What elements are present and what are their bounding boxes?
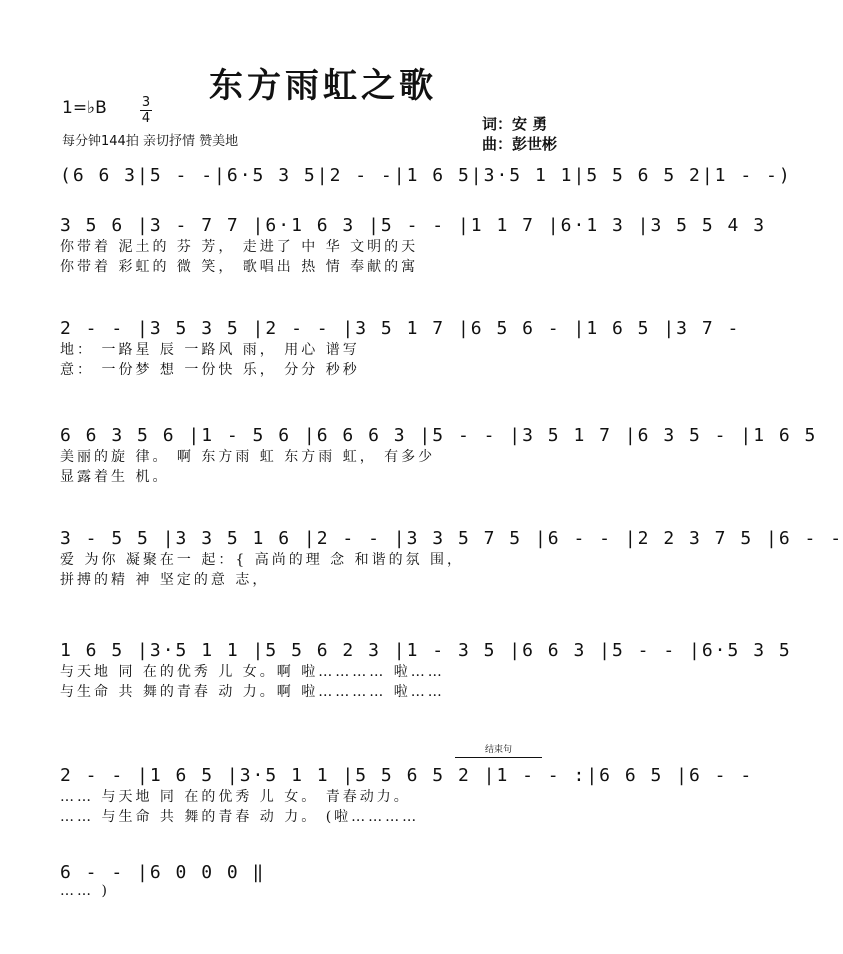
time-signature [140, 96, 152, 125]
lyric-line: 地： 一路星 辰 一路风 雨， 用心 谱写 [60, 342, 360, 358]
lyric-line: …… ) [60, 883, 110, 899]
lyric-line: 与生命 共 舞的青春 动 力。啊 啦………… 啦…… [60, 684, 445, 700]
notation-line: 3 - 5 5 |3 3 5 1 6 |2 - - |3 3 5 7 5 |6 - - |2 2 3 7 5 |6 - - [60, 528, 843, 549]
notation-line: (6 6 3|5 - -|6·5 3 5|2 - -|1 6 5|3·5 1 1|5 5 6 5 2|1 - -) [60, 165, 792, 186]
notation-line: 6 6 3 5 6 |1 - 5 6 |6 6 6 3 |5 - - |3 5 1 7 |6 3 5 - |1 6 5 [60, 425, 818, 446]
notation-line: 2 - - |1 6 5 |3·5 1 1 |5 5 6 5 2 |1 - - :|6 6 5 |6 - - [60, 765, 754, 786]
lyric-line: 拼搏的精 神 坚定的意 志， [60, 572, 270, 588]
score-row [60, 528, 843, 589]
lyricist: 词：安 勇 [482, 115, 548, 133]
score-row [60, 862, 590, 899]
meter-top: 3 [141, 95, 151, 110]
lyric-line: 你带着 泥土的 芬 芳， 走进了 中 华 文明的天 [60, 239, 419, 255]
score-row [60, 640, 792, 701]
meter-bottom: 4 [141, 111, 151, 126]
credits [482, 114, 557, 154]
ending-label: 结束句 [455, 742, 542, 758]
key-signature: 1=♭B [62, 98, 107, 118]
notation-line: 2 - - |3 5 3 5 |2 - - |3 5 1 7 |6 5 6 - |1 6 5 |3 7 - [60, 318, 741, 339]
score-row [60, 318, 741, 379]
lyric-line: 意： 一份梦 想 一份快 乐， 分分 秒秒 [60, 362, 360, 378]
notation-line: 6 - - |6 0 0 0 ‖ [60, 862, 266, 883]
composer: 曲：彭世彬 [482, 135, 558, 153]
notation-line: 3 5 6 |3 - 7 7 |6·1 6 3 |5 - - |1 1 7 |6·1 3 |3 5 5 4 3 [60, 215, 767, 236]
score-row [60, 765, 754, 826]
lyric-line: …… 与天地 同 在的优秀 儿 女。 青春动力。 [60, 789, 411, 805]
tempo-marking: 每分钟144拍 亲切抒情 赞美地 [62, 134, 239, 149]
lyric-line: 显露着生 机。 [60, 469, 170, 485]
lyric-line: 你带着 彩虹的 微 笑， 歌唱出 热 情 奉献的寓 [60, 259, 419, 275]
lyric-line: 与天地 同 在的优秀 儿 女。啊 啦………… 啦…… [60, 664, 445, 680]
score-row [60, 215, 767, 276]
page-title: 东方雨虹之歌 [209, 66, 437, 106]
lyric-line: …… 与生命 共 舞的青春 动 力。 (啦………… [60, 809, 420, 825]
lyric-line: 美丽的旋 律。 啊 东方雨 虹 东方雨 虹， 有多少 [60, 449, 436, 465]
lyric-line: 爱 为你 凝聚在一 起：{ 高尚的理 念 和谐的氛 围， [60, 552, 465, 568]
score-row [60, 425, 818, 486]
score-row [60, 165, 792, 186]
notation-line: 1 6 5 |3·5 1 1 |5 5 6 2 3 |1 - 3 5 |6 6 3 |5 - - |6·5 3 5 [60, 640, 792, 661]
